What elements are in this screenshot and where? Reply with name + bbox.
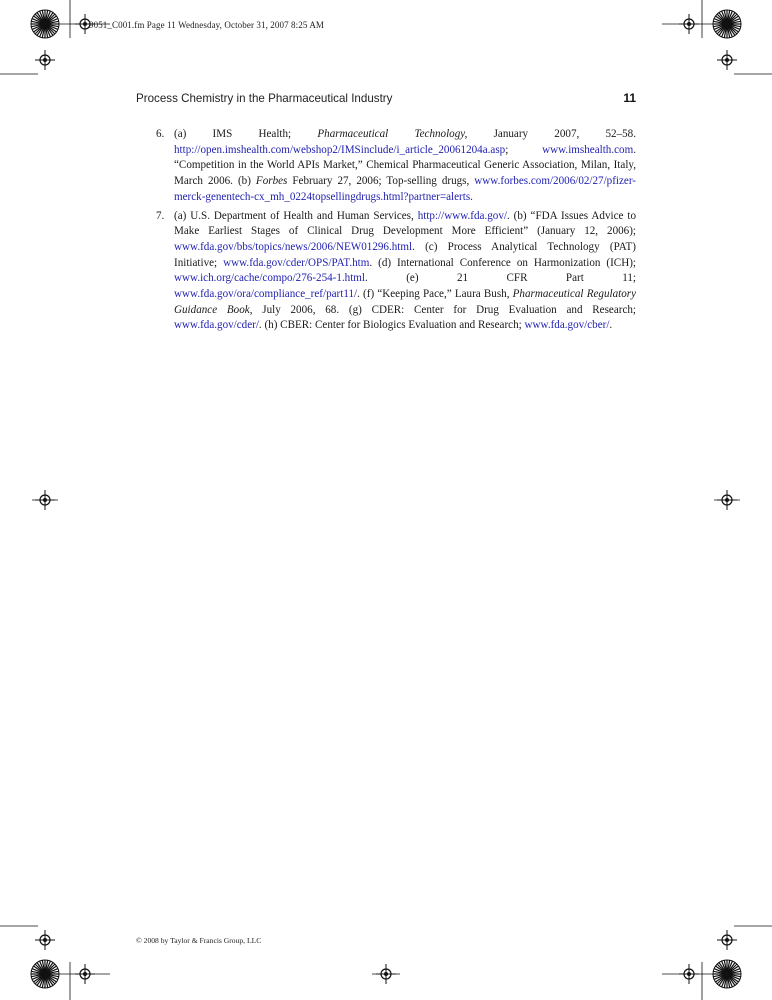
running-head bbox=[136, 92, 636, 108]
reference-text-segment: ; bbox=[505, 143, 543, 156]
reference-text-segment: . (d) International Conference on Harmonization (ICH); bbox=[369, 256, 636, 269]
reference-item bbox=[156, 209, 636, 335]
page-number: 11 bbox=[623, 91, 636, 105]
reference-link[interactable]: www.imshealth.com bbox=[542, 143, 634, 156]
reference-text-segment: . (c) Process Analytical Technology (PAT) Initiative; bbox=[174, 240, 636, 269]
reference-text-segment: , July 2006, 68. (g) CDER: Center for Drug Evaluation and Research; bbox=[249, 303, 636, 316]
running-head-title: Process Chemistry in the Pharmaceutical Industry bbox=[136, 92, 393, 105]
reference-italic-text: Forbes bbox=[255, 175, 288, 188]
print-slug: 9051_C001.fm Page 11 Wednesday, October 31, 2007 8:25 AM bbox=[89, 20, 325, 30]
reference-text-segment: . bbox=[609, 319, 613, 332]
reference-link[interactable]: http://open.imshealth.com/webshop2/IMSinclude/i_article_20061204a.asp bbox=[174, 143, 506, 156]
reference-number: 6. bbox=[156, 128, 165, 140]
reference-text-segment: February 27, 2006; Top-selling drugs, bbox=[287, 175, 475, 188]
reference-text-segment: . (h) CBER: Center for Biologics Evaluation and Research; bbox=[258, 319, 525, 332]
reference-link[interactable]: www.fda.gov/cder/ bbox=[174, 319, 259, 332]
reference-link[interactable]: www.fda.gov/cder/OPS/PAT.htm bbox=[223, 256, 370, 269]
reference-list bbox=[156, 127, 636, 337]
reference-text-segment: . bbox=[470, 190, 473, 203]
reference-link[interactable]: www.fda.gov/cber/ bbox=[524, 319, 610, 332]
reference-link[interactable]: www.fda.gov/bbs/topics/news/2006/NEW01296.html bbox=[174, 240, 413, 253]
reference-item bbox=[156, 127, 636, 206]
reference-text-segment: . (f) “Keeping Pace,” Laura Bush, bbox=[357, 288, 513, 301]
reference-number: 7. bbox=[156, 209, 165, 222]
reference-text-segment: (a) U.S. Department of Health and Human Services, bbox=[174, 209, 418, 222]
copyright-footer: © 2008 by Taylor & Francis Group, LLC bbox=[136, 936, 262, 945]
reference-italic-text: Pharmaceutical Technology, bbox=[317, 128, 468, 140]
reference-text-segment: January 2007, 52–58. bbox=[467, 128, 636, 140]
reference-text bbox=[174, 210, 636, 332]
reference-text-segment: (a) IMS Health; bbox=[174, 128, 318, 140]
reference-text-segment: . (b) “FDA Issues Advice to Make Earliest Stages of Clinical Drug Development More Efficient” (January 12, 2006); bbox=[174, 209, 637, 238]
reference-link[interactable]: www.ich.org/cache/compo/276-254-1.html bbox=[174, 272, 366, 285]
reference-text-segment: . “Competition in the World APIs Market,” Chemical Pharmaceutical Generic Association, Milan, Italy, March 2006. (b) bbox=[174, 143, 636, 188]
reference-link[interactable]: www.fda.gov/ora/compliance_ref/part11/ bbox=[174, 288, 358, 301]
reference-italic-text: Pharmaceutical Regulatory Guidance Book bbox=[174, 288, 636, 316]
reference-link[interactable]: www.forbes.com/2006/02/27/pfizer-merck-genentech-cx_mh_0224topsellingdrugs.html?partner=alerts bbox=[174, 175, 637, 203]
reference-text-segment: . (e) 21 CFR Part 11; bbox=[365, 272, 636, 285]
reference-link[interactable]: http://www.fda.gov/ bbox=[417, 209, 507, 222]
reference-text bbox=[174, 128, 636, 203]
